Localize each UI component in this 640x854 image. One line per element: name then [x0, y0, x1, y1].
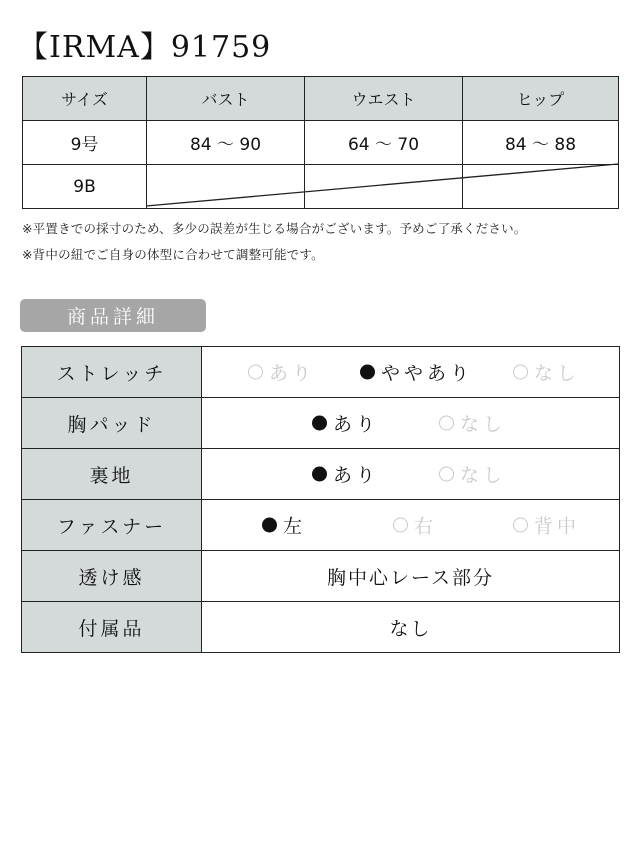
filled-circle-icon [360, 365, 375, 380]
option-label: あり [333, 413, 380, 436]
detail-row-stretch [22, 347, 620, 398]
detail-row-fastener [22, 500, 620, 551]
header-bust: バスト [147, 77, 305, 121]
header-hip: ヒップ [463, 77, 619, 121]
detail-label: 胸パッド [22, 398, 202, 449]
detail-value: なし [202, 602, 620, 653]
option-selected [312, 461, 379, 488]
option-unselected [513, 512, 580, 539]
table-row [23, 165, 619, 209]
filled-circle-icon [262, 518, 277, 533]
detail-label: ファスナー [22, 500, 202, 551]
filled-circle-icon [312, 416, 327, 431]
detail-row-pad [22, 398, 620, 449]
detail-table [21, 346, 620, 653]
empty-circle-icon [439, 416, 454, 431]
option-label: なし [460, 464, 507, 487]
empty-circle-icon [393, 518, 408, 533]
detail-row-lining [22, 449, 620, 500]
cell-waist: 64 〜 70 [305, 121, 463, 165]
detail-label: ストレッチ [22, 347, 202, 398]
detail-row-sheer [22, 551, 620, 602]
option-unselected [393, 512, 437, 539]
option-label: なし [460, 413, 507, 436]
empty-circle-icon [513, 518, 528, 533]
detail-label: 裏地 [22, 449, 202, 500]
empty-circle-icon [248, 365, 263, 380]
filled-circle-icon [312, 467, 327, 482]
option-label: ややあり [381, 362, 474, 385]
cell-hip: 84 〜 88 [463, 121, 619, 165]
adjustment-note: ※背中の紐でご自身の体型に合わせて調整可能です。 [22, 247, 324, 262]
detail-label: 付属品 [22, 602, 202, 653]
detail-row-accessories [22, 602, 620, 653]
cell-size: 9号 [23, 121, 147, 165]
detail-options [202, 398, 620, 449]
option-unselected [439, 410, 506, 437]
size-table-container [22, 76, 619, 207]
product-title: 【IRMA】91759 [18, 30, 272, 65]
header-size: サイズ [23, 77, 147, 121]
option-label: 右 [414, 515, 438, 538]
detail-label: 透け感 [22, 551, 202, 602]
option-label: 左 [283, 515, 307, 538]
detail-heading: 商品詳細 [20, 299, 206, 332]
option-label: あり [333, 464, 380, 487]
option-label: なし [534, 362, 581, 385]
header-waist: ウエスト [305, 77, 463, 121]
detail-value: 胸中心レース部分 [202, 551, 620, 602]
size-table-header [23, 77, 619, 121]
option-selected [262, 512, 306, 539]
option-unselected [248, 359, 315, 386]
option-unselected [513, 359, 580, 386]
measurement-note: ※平置きでの採寸のため、多少の誤差が生じる場合がございます。予めご了承ください。 [22, 221, 527, 236]
detail-options [202, 449, 620, 500]
cell-waist [305, 165, 463, 209]
cell-bust: 84 〜 90 [147, 121, 305, 165]
option-label: あり [269, 362, 316, 385]
cell-size: 9B [23, 165, 147, 209]
empty-circle-icon [439, 467, 454, 482]
size-table [22, 76, 619, 209]
empty-circle-icon [513, 365, 528, 380]
detail-options [202, 347, 620, 398]
option-selected [360, 359, 473, 386]
detail-options [202, 500, 620, 551]
option-selected [312, 410, 379, 437]
cell-bust [147, 165, 305, 209]
table-row [23, 121, 619, 165]
option-unselected [439, 461, 506, 488]
cell-hip [463, 165, 619, 209]
option-label: 背中 [534, 515, 581, 538]
